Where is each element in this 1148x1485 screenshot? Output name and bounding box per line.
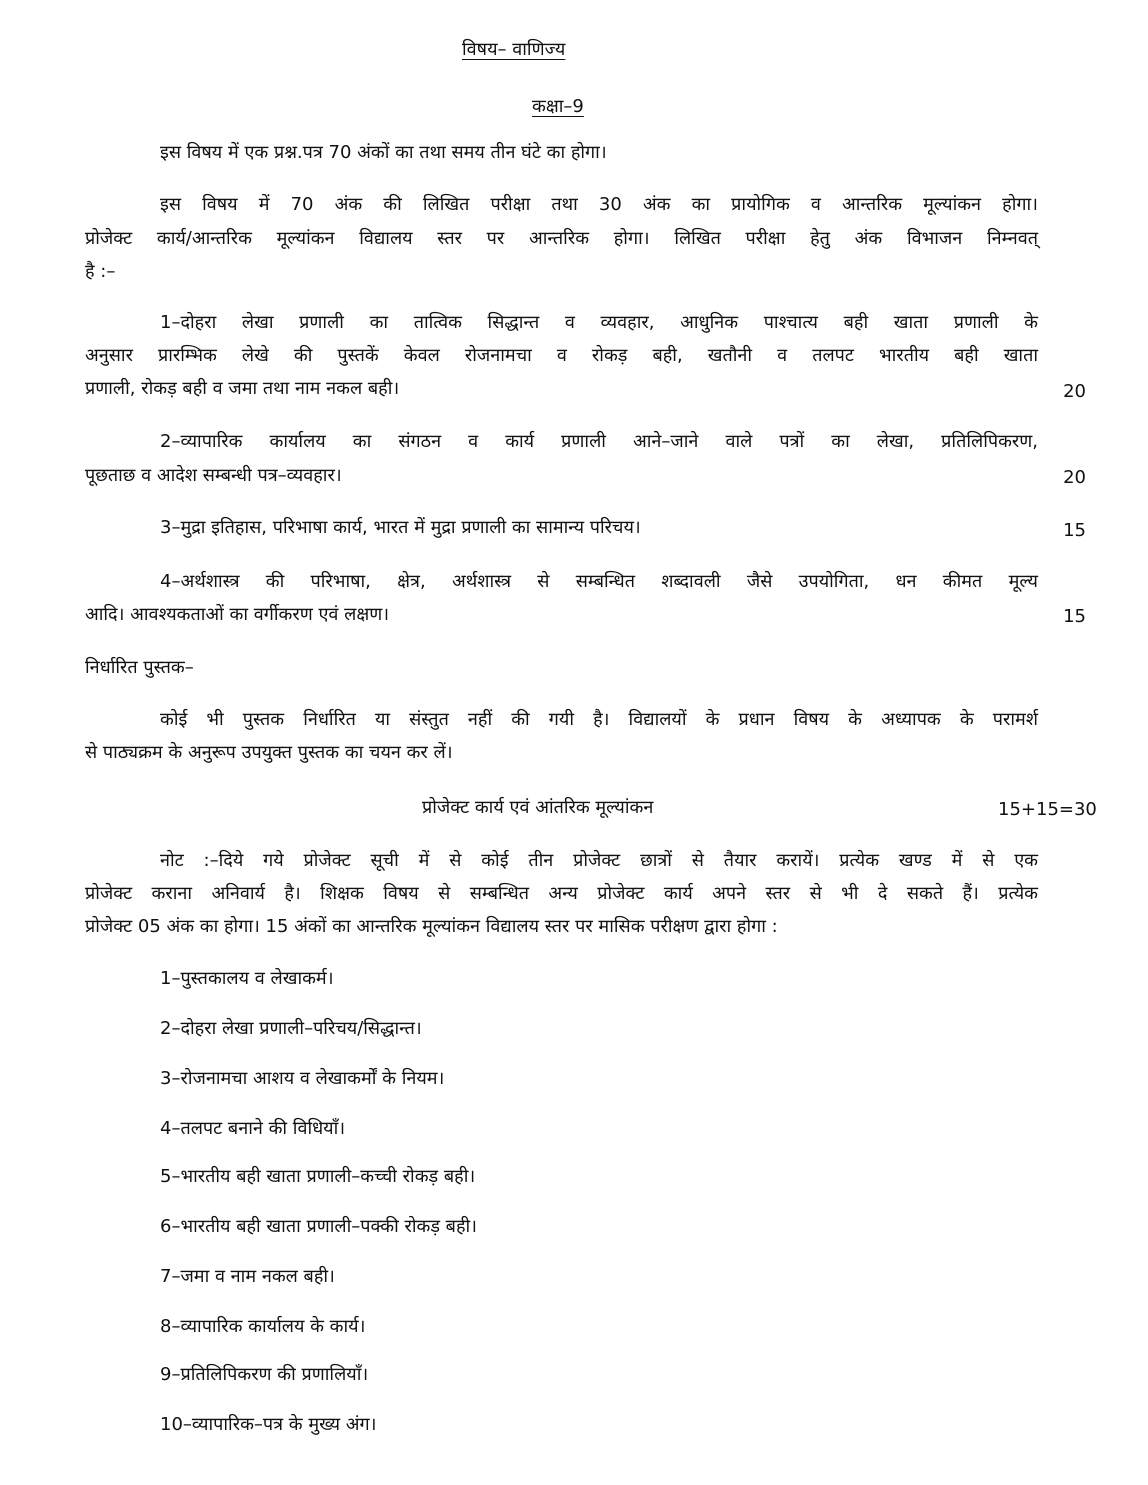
intro-para-line: प्रोजेक्ट कार्य/आन्तरिक मूल्यांकन विद्यालय स्तर पर आन्तरिक होगा। लिखित परीक्षा हेतु अंक विभाजन निम्नवत् (85, 228, 1038, 249)
class-heading: कक्षा–9 (532, 96, 584, 117)
unit-1-line: प्रणाली, रोकड़ बही व जमा तथा नाम नकल बही। (85, 378, 400, 399)
project-marks: 15+15=30 (998, 799, 1097, 820)
unit-1-marks: 20 (1063, 381, 1086, 402)
unit-1-line: अनुसार प्रारम्भिक लेखे की पुस्तकें केवल रोजनामचा व रोकड़ बही, खतौनी व तलपट भारतीय बही खाता (85, 345, 1038, 366)
intro-para-line: इस विषय में 70 अंक की लिखित परीक्षा तथा 30 अंक का प्रायोगिक व आन्तरिक मूल्यांकन होगा। (160, 194, 1038, 215)
unit-3-marks: 15 (1063, 520, 1086, 541)
unit-2-marks: 20 (1063, 467, 1086, 488)
project-item: 6–भारतीय बही खाता प्रणाली–पक्की रोकड़ बही। (160, 1216, 478, 1237)
project-item: 2–दोहरा लेखा प्रणाली–परिचय/सिद्धान्त। (160, 1018, 422, 1039)
project-item: 7–जमा व नाम नकल बही। (160, 1266, 335, 1287)
unit-4-line: 4–अर्थशास्त्र की परिभाषा, क्षेत्र, अर्थशास्त्र से सम्बन्धित शब्दावली जैसे उपयोगिता, धन कीमत मूल्य (160, 571, 1038, 592)
unit-2-line: 2–व्यापारिक कार्यालय का संगठन व कार्य प्रणाली आने–जाने वाले पत्रों का लेखा, प्रतिलिपिकरण, (160, 431, 1038, 452)
books-heading: निर्धारित पुस्तक– (85, 657, 194, 678)
unit-4-line: आदि। आवश्यकताओं का वर्गीकरण एवं लक्षण। (85, 604, 390, 625)
project-item: 10–व्यापारिक–पत्र के मुख्य अंग। (160, 1414, 377, 1435)
subject-heading: विषय– वाणिज्य (462, 39, 566, 60)
unit-3-line: 3–मुद्रा इतिहास, परिभाषा कार्य, भारत में मुद्रा प्रणाली का सामान्य परिचय। (160, 517, 641, 538)
unit-2-line: पूछताछ व आदेश सम्बन्धी पत्र–व्यवहार। (85, 465, 342, 486)
project-item: 8–व्यापारिक कार्यालय के कार्य। (160, 1316, 366, 1337)
project-item: 3–रोजनामचा आशय व लेखाकर्मों के नियम। (160, 1068, 445, 1089)
unit-4-marks: 15 (1063, 606, 1086, 627)
intro-line: इस विषय में एक प्रश्न.पत्र 70 अंकों का तथा समय तीन घंटे का होगा। (160, 142, 607, 163)
project-note-line: प्रोजेक्ट 05 अंक का होगा। 15 अंकों का आन्तरिक मूल्यांकन विद्यालय स्तर पर मासिक परीक्षण द्वारा होगा : (85, 916, 778, 937)
project-note-line: नोट :–दिये गये प्रोजेक्ट सूची में से कोई तीन प्रोजेक्ट छात्रों से तैयार करायें। प्रत्येक खण्ड में से एक (160, 850, 1038, 871)
unit-1-line: 1–दोहरा लेखा प्रणाली का तात्विक सिद्धान्त व व्यवहार, आधुनिक पाश्चात्य बही खाता प्रणाली के (160, 312, 1038, 333)
project-item: 9–प्रतिलिपिकरण की प्रणालियाँ। (160, 1364, 369, 1385)
project-item: 1–पुस्तकालय व लेखाकर्म। (160, 968, 334, 989)
project-note-line: प्रोजेक्ट कराना अनिवार्य है। शिक्षक विषय से सम्बन्धित अन्य प्रोजेक्ट कार्य अपने स्तर से भी दे सकते हैं। प्रत्येक (85, 883, 1038, 904)
intro-para-line: है :– (85, 261, 116, 282)
project-item: 4–तलपट बनाने की विधियाँ। (160, 1118, 346, 1139)
project-item: 5–भारतीय बही खाता प्रणाली–कच्ची रोकड़ बही। (160, 1166, 476, 1187)
project-heading: प्रोजेक्ट कार्य एवं आंतरिक मूल्यांकन (422, 797, 654, 818)
books-line: कोई भी पुस्तक निर्धारित या संस्तुत नहीं की गयी है। विद्यालयों के प्रधान विषय के अध्यापक के परामर्श (160, 709, 1038, 730)
books-line: से पाठ्यक्रम के अनुरूप उपयुक्त पुस्तक का चयन कर लें। (85, 742, 453, 763)
